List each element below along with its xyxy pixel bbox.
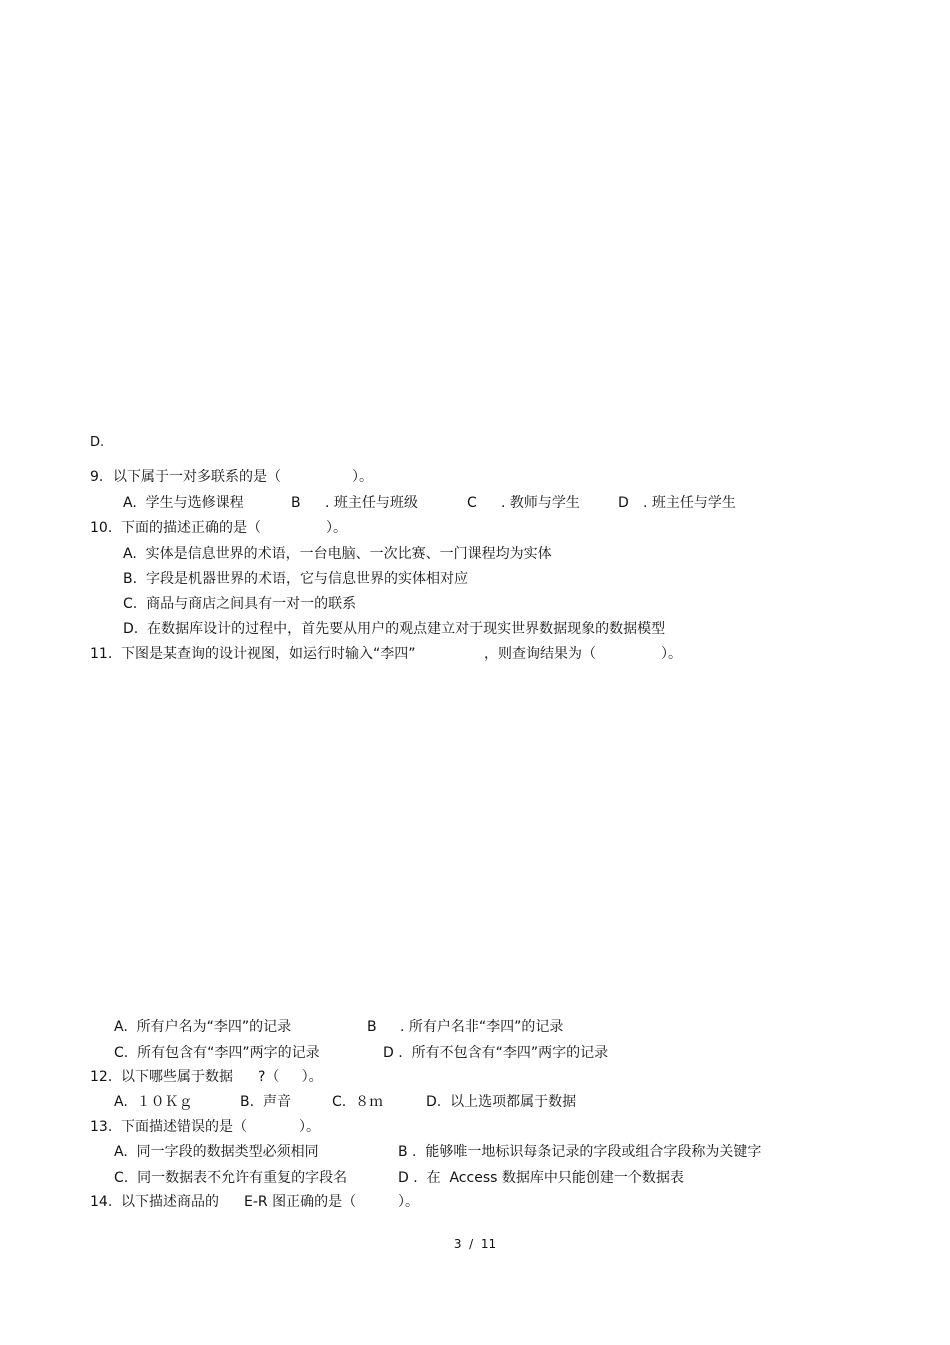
q14-close: ）。 bbox=[398, 1194, 419, 1210]
q12-stem: 以下哪些属于数据 bbox=[121, 1069, 233, 1085]
q13-close: ）。 bbox=[299, 1119, 320, 1135]
q13-option-c: C. 同一数据表不允许有重复的字段名 bbox=[114, 1170, 348, 1186]
q11-option-c: C. 所有包含有“李四”两字的记录 bbox=[114, 1045, 320, 1061]
q13-number: 13. bbox=[90, 1119, 113, 1135]
q13-stem: 下面描述错误的是（ bbox=[121, 1119, 247, 1135]
q9-option-b-letter: B bbox=[291, 495, 301, 511]
q12-number: 12. bbox=[90, 1069, 113, 1085]
q14-stem: 以下描述商品的 bbox=[121, 1194, 219, 1210]
q11-option-b-letter: B bbox=[367, 1019, 377, 1035]
q10-option-b: B. 字段是机器世界的术语，它与信息世界的实体相对应 bbox=[123, 571, 468, 587]
q11-option-b: . 所有户名非“李四”的记录 bbox=[400, 1019, 564, 1035]
q10-close: ）。 bbox=[326, 520, 347, 536]
q9-stem: 以下属于一对多联系的是（ bbox=[113, 469, 281, 485]
q13-option-d: D . 在 Access 数据库中只能创建一个数据表 bbox=[398, 1170, 684, 1186]
q11-option-d: D . 所有不包含有“李四”两字的记录 bbox=[383, 1045, 609, 1061]
q9-option-c: . 教师与学生 bbox=[501, 495, 580, 511]
q9-option-d: . 班主任与学生 bbox=[643, 495, 736, 511]
q12-option-b: B. 声音 bbox=[240, 1094, 291, 1110]
q11-mid: ，则查询结果为（ bbox=[484, 646, 596, 662]
q10-number: 10. bbox=[90, 520, 113, 536]
q10-option-c: C. 商品与商店之间具有一对一的联系 bbox=[123, 596, 357, 612]
q11-option-a: A. 所有户名为“李四”的记录 bbox=[114, 1019, 292, 1035]
q12-option-d: D. 以上选项都属于数据 bbox=[426, 1094, 577, 1110]
q9-option-d-letter: D bbox=[618, 495, 629, 511]
q12-close: ?（ ）。 bbox=[258, 1069, 323, 1085]
q10-option-d: D. 在数据库设计的过程中，首先要从用户的观点建立对于现实世界数据现象的数据模型 bbox=[123, 621, 666, 637]
q9-close: ）。 bbox=[352, 469, 373, 485]
q9-number: 9. bbox=[90, 469, 104, 485]
q9-option-b: . 班主任与班级 bbox=[325, 495, 418, 511]
q10-stem: 下面的描述正确的是（ bbox=[121, 520, 261, 536]
q13-option-a: A. 同一字段的数据类型必须相同 bbox=[114, 1144, 319, 1160]
q11-number: 11. bbox=[90, 646, 113, 662]
q14-er: E-R 图正确的是（ bbox=[244, 1194, 357, 1210]
q12-option-a: A. １０Ｋｇ bbox=[114, 1094, 193, 1110]
q11-stem: 下图是某查询的设计视图，如运行时输入“李四” bbox=[121, 646, 416, 662]
page-number: 3 / 11 bbox=[453, 1237, 497, 1251]
q13-option-b: B . 能够唯一地标识每条记录的字段或组合字段称为关键字 bbox=[398, 1144, 762, 1160]
q9-option-c-letter: C bbox=[467, 495, 477, 511]
q10-option-a: A. 实体是信息世界的术语，一台电脑、一次比赛、一门课程均为实体 bbox=[123, 546, 552, 562]
q8-option-d: D. bbox=[90, 435, 105, 450]
q9-option-a: A. 学生与选修课程 bbox=[123, 495, 244, 511]
q12-option-c: C. ８ｍ bbox=[332, 1094, 384, 1110]
q14-number: 14. bbox=[90, 1194, 113, 1210]
q11-close: ）。 bbox=[661, 646, 682, 662]
